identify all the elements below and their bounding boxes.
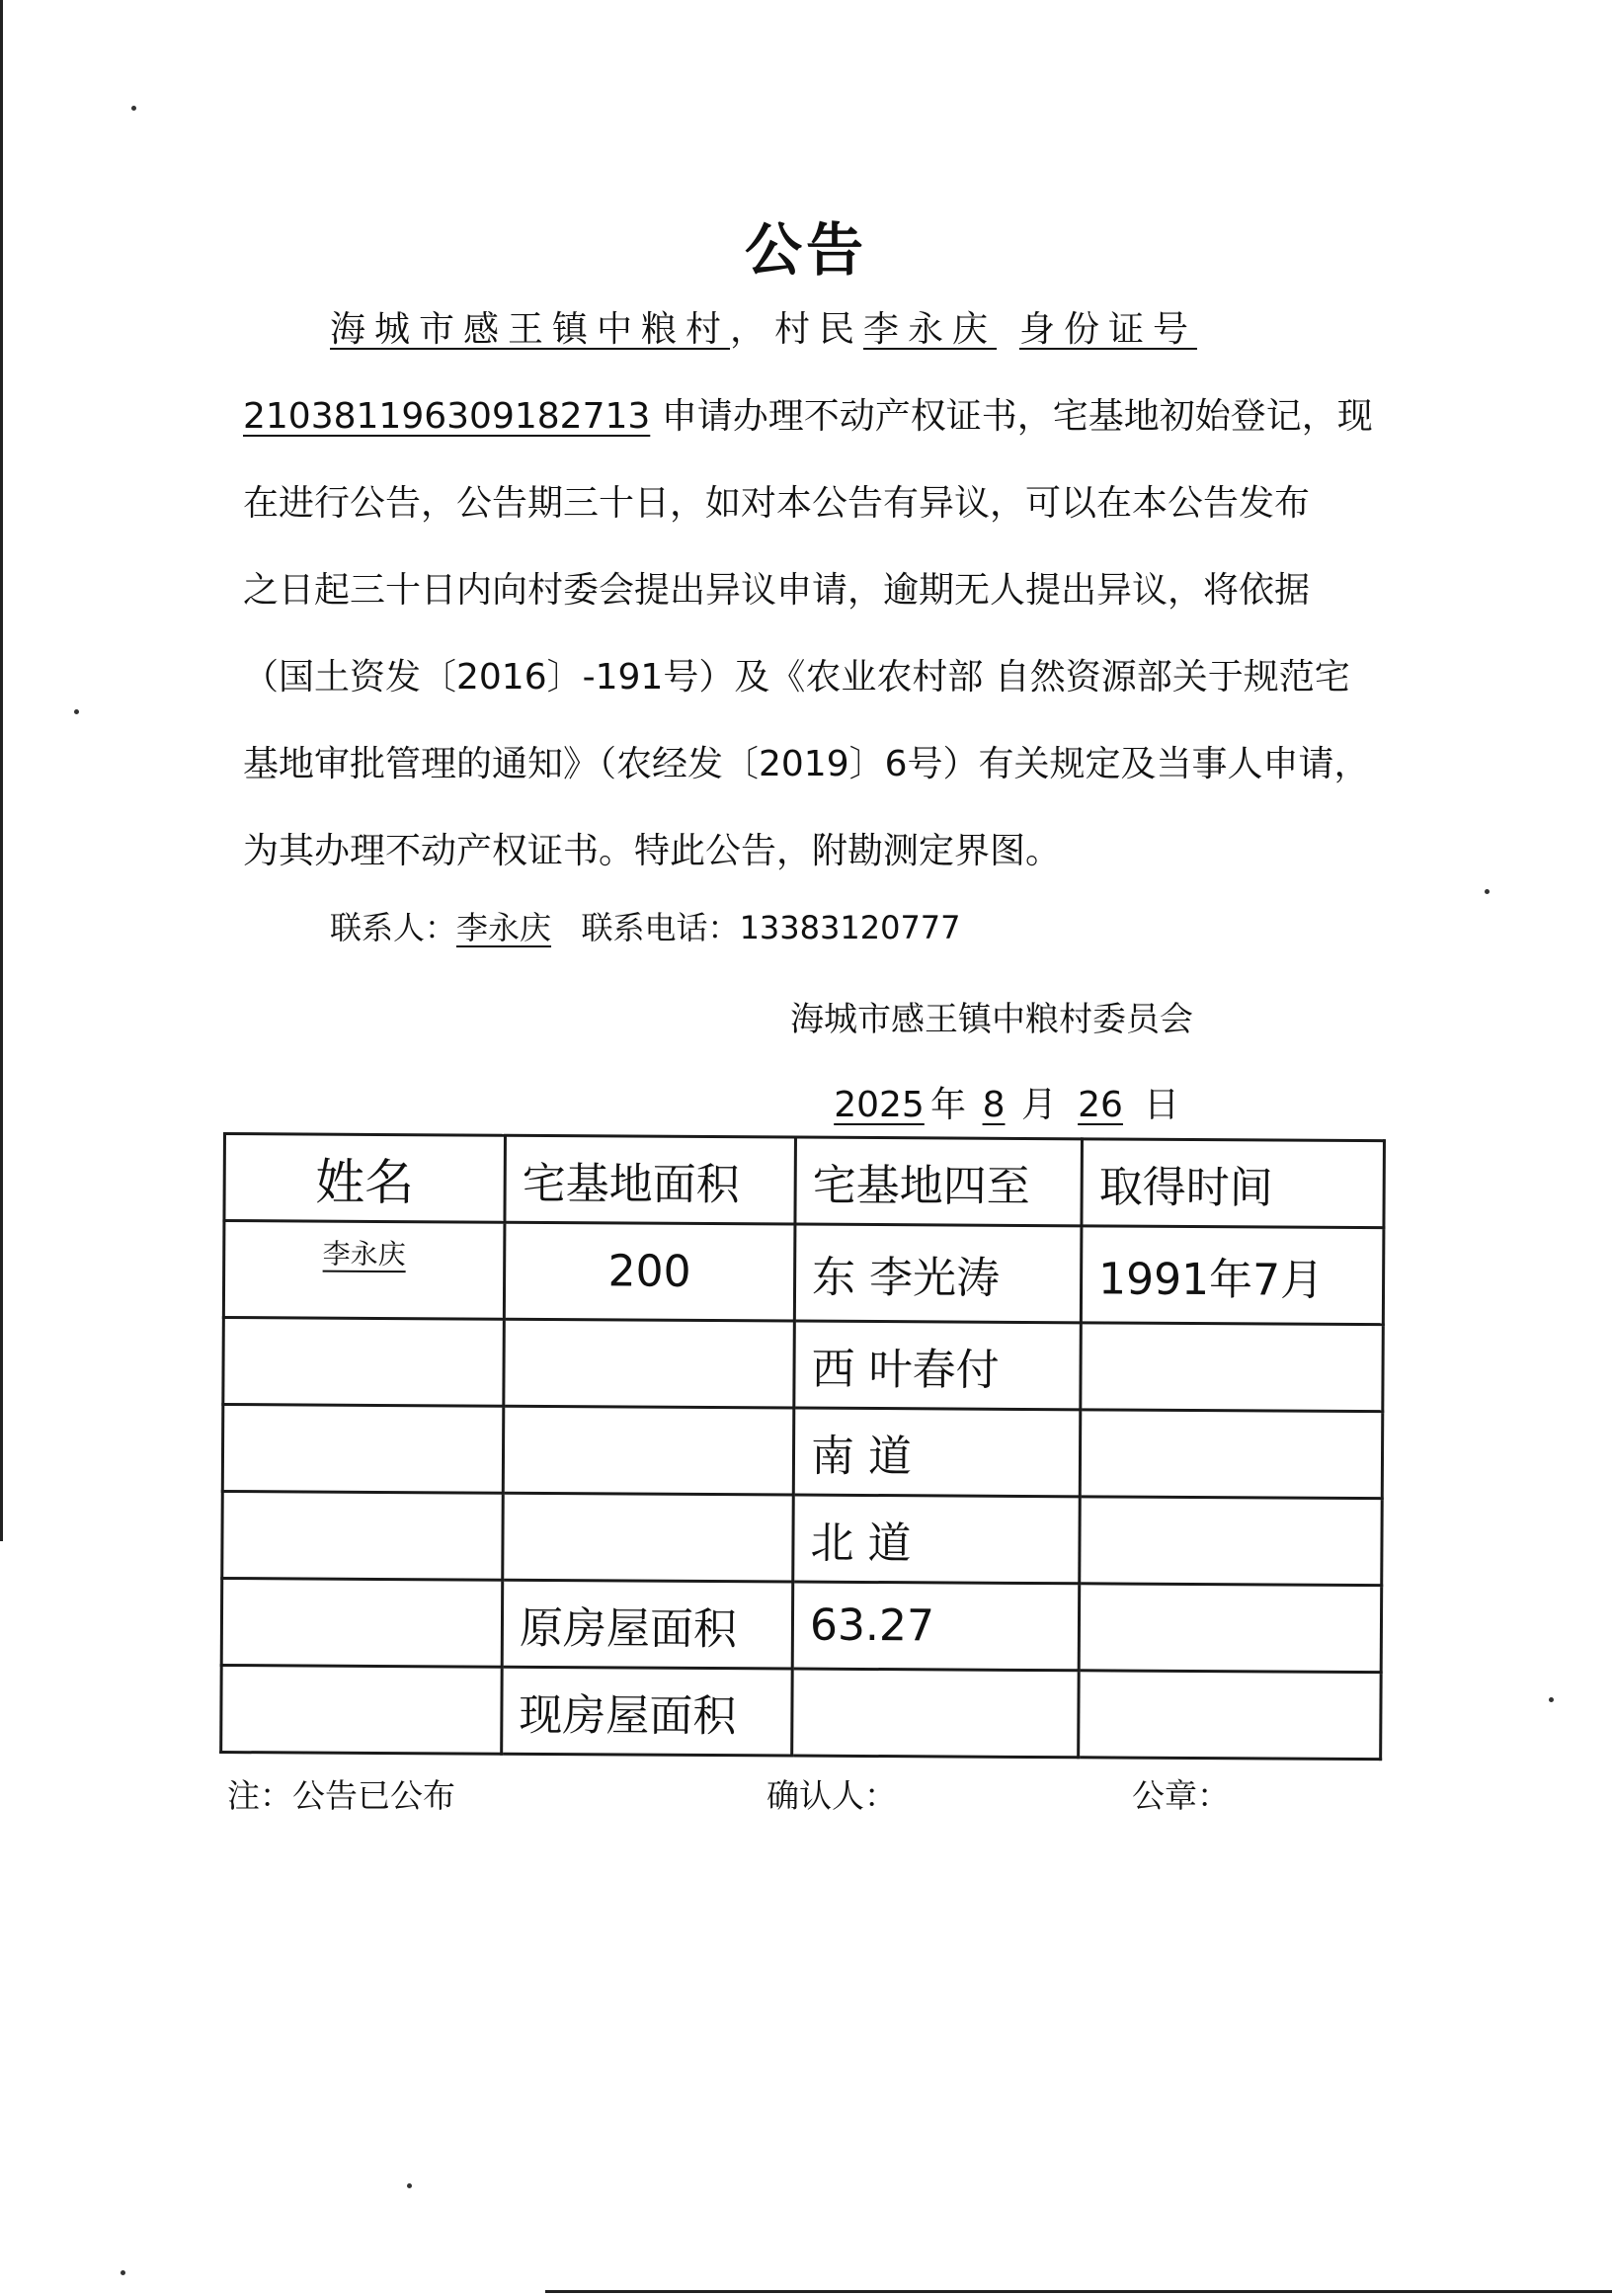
cell-empty	[1079, 1671, 1382, 1760]
date-day: 26	[1078, 1085, 1123, 1125]
table-row	[221, 1579, 1382, 1673]
cell-name	[223, 1221, 505, 1320]
notice-title: 公告	[744, 216, 867, 284]
body-text: 申请办理不动产权证书，宅基地初始登记，现	[661, 396, 1373, 437]
header-name: 姓名	[224, 1134, 506, 1223]
header-acquired: 取得时间	[1082, 1139, 1385, 1228]
scan-bottom-line	[545, 2290, 1612, 2293]
cell-empty	[1080, 1410, 1383, 1499]
contact-phone: 13383120777	[739, 909, 961, 946]
cell-empty	[223, 1318, 505, 1407]
footer-confirm-label: 确认人：	[766, 1776, 897, 1815]
cell-original-house-label: 原房屋面积	[502, 1580, 793, 1669]
header-boundaries: 宅基地四至	[795, 1137, 1083, 1226]
cell-acquired: 1991年7月	[1081, 1226, 1384, 1325]
villager-label: ，村民	[730, 309, 864, 350]
body-line-1	[330, 308, 1197, 352]
contact-person: 李永庆	[456, 909, 552, 946]
cell-boundary-south: 南 道	[793, 1408, 1081, 1497]
date-month-unit: 月	[1021, 1085, 1058, 1125]
village-location: 海城市感王镇中粮村	[330, 309, 731, 350]
applicant-name-cell: 李永庆	[322, 1237, 406, 1271]
body-line-5: （国土资发〔2016〕-191号）及《农业农村部 自然资源部关于规范宅	[243, 657, 1350, 697]
body-line-7: 为其办理不动产权证书。特此公告，附勘测定界图。	[243, 831, 1062, 871]
table-row	[223, 1318, 1384, 1412]
footer-seal-label: 公章：	[1132, 1776, 1230, 1815]
date-day-unit: 日	[1144, 1085, 1180, 1125]
table-row	[222, 1492, 1383, 1586]
cell-boundary-east: 东 李光涛	[794, 1224, 1082, 1323]
id-number: 210381196309182713	[243, 396, 651, 437]
cell-boundary-west: 西 叶春付	[794, 1321, 1082, 1410]
scan-speck	[131, 106, 136, 111]
cell-empty	[503, 1493, 794, 1582]
cell-empty	[1080, 1497, 1383, 1586]
applicant-name: 李永庆	[863, 309, 998, 350]
committee-name: 海城市感王镇中粮村委员会	[790, 1000, 1193, 1039]
scan-speck	[407, 2183, 412, 2188]
cell-original-house-value: 63.27	[792, 1582, 1080, 1671]
date-year-unit: 年	[930, 1085, 967, 1125]
cell-empty	[504, 1319, 795, 1408]
cell-empty	[1081, 1323, 1384, 1412]
table-row	[221, 1665, 1382, 1759]
cell-area: 200	[504, 1222, 795, 1321]
date-month: 8	[982, 1085, 1006, 1125]
cell-empty	[221, 1579, 503, 1668]
cell-current-house-value	[792, 1669, 1080, 1758]
date-year: 2025	[834, 1085, 925, 1125]
notice-date	[828, 1077, 1179, 1127]
header-area: 宅基地面积	[505, 1135, 796, 1224]
scan-speck	[74, 709, 79, 714]
homestead-table	[219, 1132, 1386, 1761]
scan-speck	[1549, 1697, 1554, 1702]
contact-line	[330, 903, 961, 948]
contact-person-label: 联系人：	[330, 909, 457, 946]
scan-speck	[1485, 889, 1490, 894]
id-number-label: 身份证号	[1018, 309, 1197, 350]
body-line-2	[243, 395, 1373, 439]
table-row	[223, 1221, 1384, 1325]
cell-empty	[503, 1406, 794, 1495]
body-line-6: 基地审批管理的通知》（农经发〔2019〕6号）有关规定及当事人申请，	[243, 744, 1370, 784]
cell-empty	[1079, 1584, 1382, 1673]
body-line-3: 在进行公告，公告期三十日，如对本公告有异议，可以在本公告发布	[243, 483, 1311, 524]
table-header-row	[224, 1134, 1385, 1228]
scan-speck	[121, 2270, 125, 2275]
contact-phone-label: 联系电话：	[581, 909, 740, 946]
cell-current-house-label: 现房屋面积	[502, 1667, 793, 1756]
body-line-4: 之日起三十日内向村委会提出异议申请，逾期无人提出异议，将依据	[243, 570, 1311, 611]
table-row	[222, 1405, 1383, 1499]
cell-empty	[222, 1492, 504, 1581]
cell-boundary-north: 北 道	[793, 1495, 1081, 1584]
footer-note: 注：公告已公布	[227, 1776, 455, 1815]
cell-empty	[222, 1405, 504, 1494]
cell-empty	[221, 1665, 503, 1754]
